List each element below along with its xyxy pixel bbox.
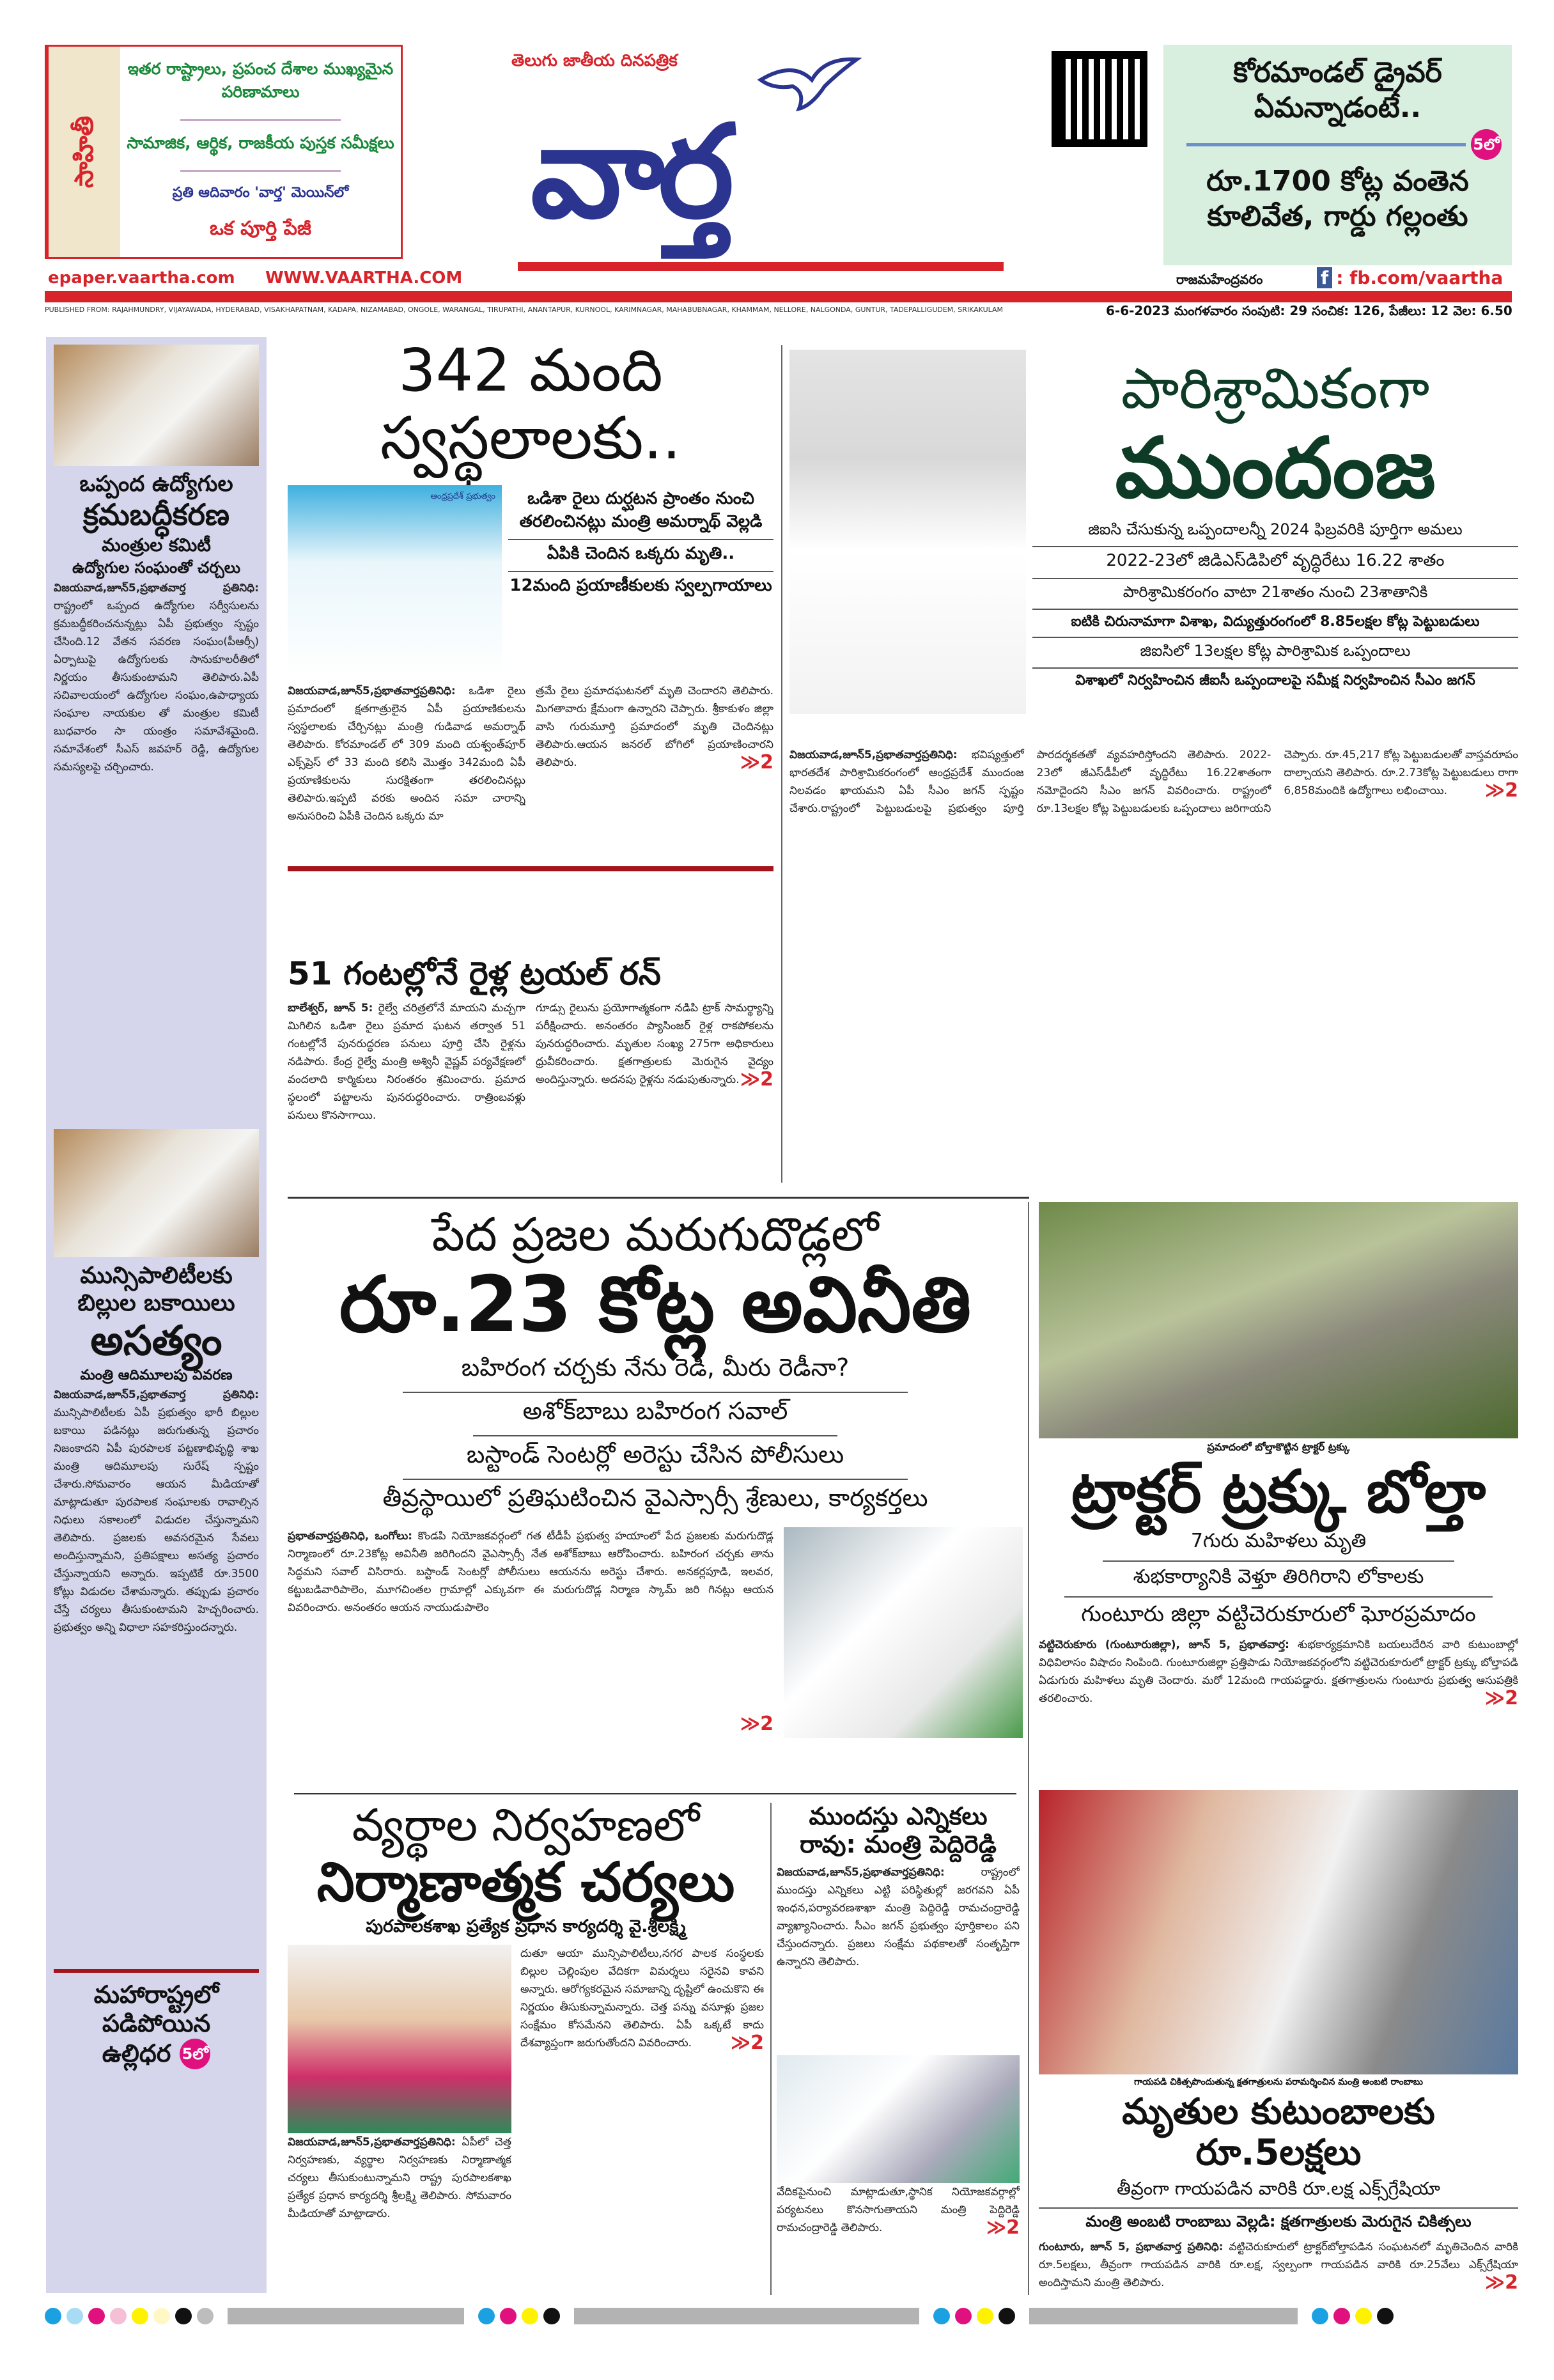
continued-page-link[interactable]: ≫2	[1484, 779, 1518, 802]
registration-dot	[45, 2308, 61, 2324]
photo-minister-rambabu-hospital	[1039, 1790, 1518, 2074]
registration-dot	[1377, 2308, 1394, 2324]
story-body: విజయవాడ,జూన్5,ప్రభాతవార్తప్రతినిధి: రాష్ట్రంలో ముందస్తు ఎన్నికలు ఎట్టి పరిస్థితుల్లో జరగవని ఏపీ ఇంధన,పర్యావరణశాఖా మంత్రి పెద్దిరెడ్డి రామచంద్రారెడ్డి వ్యాఖ్యానించారు. సీఎం జగన్ ప్రభుత్వం పూర్తికాలం పని చేస్తుందన్నారు. ప్రజలు సంక్షేమ పథకాలతో సంతృప్తిగా ఉన్నారని తెలిపారు.	[777, 1866, 1020, 1969]
headline: ముందంజ	[1115, 419, 1436, 517]
registration-bar	[1029, 2308, 1298, 2324]
continued-page-link[interactable]: ≫2	[740, 1068, 773, 1091]
masthead-logo: వార్త	[531, 98, 728, 247]
subheadline: పురపాలకశాఖ ప్రత్యేక ప్రధాన కార్యదర్శి వై.శ్రీలక్ష్మి	[366, 1917, 686, 1937]
registration-dot	[1355, 2308, 1372, 2324]
headline: ట్రాక్టర్ ట్రక్కు బోల్తా	[1071, 1458, 1486, 1526]
story-trial-run	[288, 956, 773, 1191]
headline: పారిశ్రామికంగా	[1121, 355, 1430, 421]
story-body: విజయవాడ,జూన్5,ప్రభాతవార్తప్రతినిధి: ఒడిశా రైలు ప్రమాదంలో క్షతగాత్రులైన ఏపీ ప్రయాణికులను స్వస్థలాలకు చేర్చినట్లు మంత్రి గుడివాడ అమర్నాథ్ తెలిపారు. కోరమాండల్ లో 309 మంది యశ్వంత్‌పూర్ ఎక్స్‌ప్రెస్ లో 33 మంది కలిసి మొత్తం 342మంది ఏపీ ప్రయాణికులను సురక్షితంగా తరలించినట్లు తెలిపారు.ఇప్పటి వరకు అందిన సమా చారాన్ని అనుసరించి ఏపీకి చెందిన ఒక్కరు మా	[288, 684, 525, 823]
page-badge: 5లో	[1471, 129, 1502, 160]
teaser-line: పడిపోయిన	[102, 2009, 211, 2038]
divider	[288, 866, 773, 871]
subheadline: పారిశ్రామికరంగం వాటా 21శాతం నుంచి 23శాతానికి	[1032, 579, 1518, 610]
subheadline: శుభకార్యానికి వెళ్తూ తిరిగిరాని లోకాలకు	[1064, 1562, 1493, 1598]
column-rule	[781, 345, 782, 1183]
teaser-line: మహారాష్ట్రలో	[93, 1980, 219, 2009]
photo-peddireddy	[777, 2055, 1020, 2183]
promo-item: ఇతర రాష్ట్రాలు, ప్రపంచ దేశాల ముఖ్యమైన పరిణామాలు	[127, 59, 394, 102]
subheadline: బహిరంగ చర్చకు నేను రెడీ, మీరు రెడీనా?	[403, 1349, 908, 1393]
subheadline: 12మంది ప్రయాణీకులకు స్వల్పగాయాలు	[509, 575, 772, 595]
story-toilet-scam	[288, 1208, 1023, 1738]
story-body: విజయవాడ,జూన్5,ప్రభాతవార్తప్రతినిధి: భవిష్యత్తులో భారతదేశ పారిశ్రామికరంగంలో ఆంధ్రప్రదేశ్ ముందంజ నిలవడం ఖాయమని ఏపీ సీఎం జగన్ స్పష్టం చేశారు.రాష్ట్రంలో పెట్టుబడులపై ప్రభుత్వం పూర్తి పారదర్శకతతో వ్యవహరిస్తోందని తెలిపారు. 2022-23లో జీఎస్‌డీపీలో వృద్ధిరేటు 16.22శాతంగా నమోదైందని సీఎం జగన్ వివరించారు. రాష్ట్రంలో రూ.13లక్షల కోట్ల పెట్టుబడులకు ఒప్పందాలు జరిగాయని చెప్పారు. రూ.45,217 కోట్ల పెట్టుబడులతో వాస్తవరూపం దాల్చాయని తెలిపారు. రూ.2.73కోట్ల పెట్టుబడులు రాగా 6,858మందికి ఉద్యోగాలు లభించాయి. ≫2	[789, 749, 1518, 815]
registration-dot	[110, 2308, 127, 2324]
sidebar-story-body: విజయవాడ,జూన్5,ప్రభాతవార్త ప్రతినిధి: మున్సిపాలిటీలకు ఏపీ ప్రభుత్వం భారీ బిల్లుల బకాయి పడినట్లు జరుగుతున్న ప్రచారం నిజంకాదని ఏపీ పురపాలక పట్టణాభివృద్ధి శాఖ మంత్రి ఆదిమూలపు సురేష్ స్పష్టం చేశారు.సోమవారం ఆయన మీడియాతో మాట్లాడుతూ పురపాలక సంఘాలకు రావాల్సిన నిధులు సకాలంలో విడుదల చేస్తున్నామని తెలిపారు. ప్రజలకు అవసరమైన సేవలు అందిస్తున్నామని, ప్రతిపక్షాలు అసత్య ప్రచారం చేస్తున్నాయని అన్నారు. ఇప్పటికే రూ.3500 కోట్లు విడుదల చేశామన్నారు. తప్పుడు ప్రచారం చేస్తే చర్యలు తీసుకుంటామని హెచ్చరించారు. ప్రభుత్వం అన్ని విధాలా సహకరిస్తుందన్నారు.	[54, 1388, 259, 1634]
sidebar-subhead: ఉద్యోగుల సంఘంతో చర్చలు	[72, 559, 241, 577]
dove-icon	[754, 54, 863, 112]
column-rule	[1028, 1202, 1029, 2295]
masthead-tagline: తెలుగు జాతీయ దినపత్రిక	[511, 51, 678, 70]
photo-protest-arrest	[784, 1527, 1023, 1738]
registration-dot	[88, 2308, 105, 2324]
epaper-link[interactable]: epaper.vaartha.com	[48, 268, 235, 288]
photo-cm-jagan	[789, 350, 1026, 714]
registration-bar	[574, 2308, 919, 2324]
divider	[294, 1793, 1016, 1794]
story-body: త్రమే రైలు ప్రమాదఘటనలో మృతి చెందారని తెలిపారు. మిగతావారు క్షేమంగా ఉన్నారని చెప్పారు. శ్రీకాకుళం జిల్లా వాసి గురుమూర్తి ప్రమాదంలో మృతి చెందినట్లు తెలిపారు.ఆయన జనరల్ బోగిలో ప్రయాణించారని తెలిపారు. ≫2	[536, 684, 773, 774]
registration-dot	[933, 2308, 950, 2324]
registration-dot	[998, 2308, 1015, 2324]
subheadline: 2022-23లో జిడిఎస్‌డిపిలో వృద్ధిరేటు 16.22 శాతం	[1032, 547, 1518, 579]
story-ex-gratia	[1039, 1790, 1518, 2334]
facebook-link[interactable]	[1317, 267, 1503, 288]
photo-overturned-tractor	[1039, 1202, 1518, 1438]
story-body: గూడ్సు రైలును ప్రయోగాత్మకంగా నడిపి ట్రాక్ సామర్థ్యాన్ని పరీక్షించారు. అనంతరం ప్యాసింజర్ రైళ్ల రాకపోకలను పునరుద్ధరించారు. మృతుల సంఖ్య 275గా అధికారులు ధ్రువీకరించారు. క్షతగాత్రులకు మెరుగైన వైద్యం అందిస్తున్నారు. అదనపు రైళ్లను నడుపుతున్నారు. ≫2	[536, 1001, 773, 1091]
subheadline: విశాఖలో నిర్వహించిన జీఐసీ ఒప్పందాలపై సమీక్ష నిర్వహించిన సీఎం జగన్	[1075, 672, 1475, 688]
promo-supplement-title: సాహితీ	[47, 47, 120, 257]
subheadline: తీవ్రస్థాయిలో ప్రతిఘటించిన వైఎస్సార్సీ శ్రేణులు, కార్యకర్తలు	[382, 1483, 928, 1512]
sidebar-headline: అసత్యం	[90, 1318, 222, 1365]
headline: పేద ప్రజల మరుగుదొడ్లలో	[431, 1208, 879, 1261]
promo-highlight: ఒక పూర్తి పేజీ	[210, 217, 311, 240]
qr-code[interactable]	[1052, 51, 1147, 147]
registration-dot	[175, 2308, 192, 2324]
divider	[180, 170, 341, 172]
continued-page-link[interactable]: ≫2	[740, 1712, 773, 1735]
print-registration-marks	[45, 2308, 1394, 2324]
subheadline: ఐటికి చిరునామాగా విశాఖ, విద్యుత్తురంగంలో 8.85లక్షల కోట్ల పెట్టుబడులు	[1032, 610, 1518, 638]
subheadline: గుంటూరు జిల్లా వట్టిచెరుకూరులో ఘోరప్రమాదం	[1081, 1601, 1476, 1627]
story-body: దుతూ ఆయా మున్సిపాలిటీలు,నగర పాలక సంస్థలకు బిల్లుల చెల్లింపుల వేదికగా విమర్శలు సరైనవి కావని అన్నారు. ఆరోగ్యకరమైన సమాజాన్ని దృష్టిలో ఉంచుకొని ఈ నిర్ణయం తీసుకున్నామన్నారు. చెత్త పన్ను వసూళ్లు ప్రజల సంక్షేమం కోసమేనని తెలిపారు. ఏపీ ఒక్కటే కాదు దేశవ్యాప్తంగా జరుగుతోందని వివరించారు. ≫2	[520, 1947, 764, 2055]
story-early-elections	[777, 1803, 1020, 2247]
promo-teaser: కోరమాండల్ డ్రైవర్ ఏమన్నాడంటే..	[1233, 56, 1442, 124]
registration-dot	[500, 2308, 517, 2324]
story-body: విజయవాడ,జూన్5,ప్రభాతవార్తప్రతినిధి: ఏపీలో చెత్త నిర్వహణకు, వ్యర్థాల నిర్వహణకు నిర్మాణాత్మక చర్యలు తీసుకుంటున్నామని రాష్ట్ర పురపాలకశాఖ ప్రత్యేక ప్రధాన కార్యదర్శి శ్రీలక్ష్మి తెలిపారు. సోమవారం మీడియాతో మాట్లాడారు.	[288, 2136, 511, 2220]
continued-page-link[interactable]: ≫2	[730, 2032, 764, 2055]
teaser-line: ఉల్లిధర	[102, 2039, 171, 2068]
story-body: ప్రభాతవార్తప్రతినిధి, ఒంగోలు: కొండపి నియోజకవర్గంలో గత టీడీపీ ప్రభుత్వ హయాంలో పేద ప్రజలకు మరుగుదొడ్ల నిర్మాణంలో రూ.23కోట్ల అవినీతి జరిగిందని వైఎస్సార్సీ నేత అశోక్‌బాబు ఆరోపించారు. బహిరంగ చర్చకు తాను సిద్ధమని సవాల్ విసిరారు. బస్టాండ్ సెంటర్లో పోలీసులు ఆయనను అరెస్టు చేశారు. అనకర్లపూడి, ఇలవర, కట్టుబడివారిపాలెం, మూగచింతల గ్రామాల్లో ఎక్కువగా ఈ మరుగుదొడ్ల నిర్మాణ స్కామ్ జరి గినట్లు ఆయన వివరించారు. అనంతరం ఆయన నాయుడుపాలెం	[288, 1529, 773, 1614]
subheadline: తీవ్రంగా గాయపడిన వారికి రూ.లక్ష ఎక్స్‌గ్రేషియా	[1039, 2174, 1518, 2209]
registration-bar	[228, 2308, 464, 2324]
photo-ministers-meeting	[54, 345, 259, 466]
divider	[288, 1197, 1029, 1199]
registration-dot	[478, 2308, 495, 2324]
headline: వ్యర్థాల నిర్వహణలో	[352, 1799, 700, 1851]
story-body: వట్టిచెరుకూరు (గుంటూరుజిల్లా), జూన్ 5, ప్రభాతవార్త: శుభకార్యక్రమానికి బయలుదేరిన వారి కుటుంబాల్లో విధివిలాసం విషాదం నింపింది. గుంటూరుజిల్లా ప్రత్తిపాడు నియోజకవర్గంలోని వట్టిచెరుకూరులో ట్రాక్టర్ ట్రక్కు బోల్తాపడి ఏడుగురు మహిళలు మృతి చెందారు. మరో 12మంది గాయపడ్డారు. క్షతగాత్రులను గుంటూరు ప్రభుత్వ ఆసుపత్రికి తరలించారు. ≫2	[1039, 1638, 1518, 1709]
promo-item: సామాజిక, ఆర్థిక, రాజకీయ పుస్తక సమీక్షలు	[127, 134, 394, 153]
photo-minister-adimulapu	[54, 1129, 259, 1257]
subheadline: ఏపికి చెందిన ఒక్కరు మృతి..	[508, 540, 773, 572]
headline: రూ.23 కోట్ల అవినీతి	[339, 1260, 972, 1349]
promo-item: ప్రతి ఆదివారం 'వార్త' మెయిన్‌లో	[172, 185, 349, 201]
issue-dateline: 6-6-2023 మంగళవారం సంపుటి: 29 సంచిక: 126, పేజీలు: 12 వెల: 6.50	[1106, 303, 1512, 318]
published-from: PUBLISHED FROM: RAJAHMUNDRY, VIJAYAWADA, HYDERABAD, VISAKHAPATNAM, KADAPA, NIZAMABAD, ONGOLE, WARANGAL, TIRUPATHI, ANANTAPUR, KURNOOL, KARIMNAGAR, MAHABUBNAGAR, KHAMMAM, NELLORE, NALGONDA, GUNTUR, TADEPALLIGUDEM, SRIKAKULAM	[45, 306, 1004, 314]
headline: రావు: మంత్రి పెద్దిరెడ్డి	[800, 1830, 997, 1858]
logo-underline	[518, 262, 1004, 271]
registration-dot	[197, 2308, 214, 2324]
sidebar-story-body: విజయవాడ,జూన్5,ప్రభాతవార్త ప్రతినిధి: రాష్ట్రంలో ఒప్పంద ఉద్యోగుల సర్వీసులను క్రమబద్ధీకరించనున్నట్లు ఏపీ ప్రభుత్వం స్పష్టం చేసింది.12 వేతన సవరణ సంఘం(పీఆర్సీ) ఏర్పాటుపై ఉద్యోగులకు సానుకూలరీతిలో నిర్ణయం తీసుకుంటామని తెలిపారు.ఏపీ సచివాలయంలో ఉద్యోగుల సంఘం,ఉపాధ్యాయ సంఘాల నాయకుల తో మంత్రుల కమిటీ బుధవారం సా యంత్రం సమావేశమైంది. సమావేశంలో సీఎస్ జవహర్ రెడ్డి, ఉద్యోగుల సమస్యలపై చర్చించారు.	[54, 581, 259, 774]
sidebar-subhead: మంత్రుల కమిటీ	[102, 534, 211, 556]
story-waste-management	[288, 1800, 764, 2226]
sidebar-headline: బిల్లుల బకాయిలు	[77, 1289, 235, 1316]
headline: మృతుల కుటుంబాలకు రూ.5లక్షలు	[1122, 2091, 1435, 2174]
promo-teaser: రూ.1700 కోట్ల వంతెన కూలివేత, గార్డు గల్లంతు	[1206, 165, 1469, 233]
divider	[1186, 143, 1466, 146]
headline: 342 మంది	[398, 336, 663, 405]
sidebar-headline: మున్సిపాలిటీలకు	[80, 1262, 233, 1289]
subheadline: 7గురు మహిళలు మృతి	[1103, 1526, 1454, 1562]
subheadline: బస్టాండ్ సెంటర్లో అరెస్టు చేసిన పోలీసులు	[403, 1436, 908, 1480]
divider	[180, 119, 341, 121]
registration-dot	[977, 2308, 993, 2324]
sidebar-teaser-onion[interactable]	[54, 1980, 259, 2069]
divider	[54, 1969, 259, 1973]
sidebar-headline: క్రమబద్ధీకరణ	[83, 497, 229, 532]
registration-dot	[1333, 2308, 1350, 2324]
story-industrial-growth	[789, 337, 1518, 1194]
headline: నిర్మాణాత్మక చర్యలు	[316, 1850, 735, 1913]
photo-caption: ప్రమాదంలో బోల్తాకొట్టిన ట్రాక్టర్ ట్రక్కు	[1207, 1441, 1350, 1453]
subheadline: అశోక్‌బాబు బహిరంగ సవాల్	[473, 1393, 837, 1436]
promo-divider-row	[1186, 129, 1502, 160]
photo-banner-text: ఆంధ్రప్రదేశ్ ప్రభుత్వం	[430, 491, 495, 501]
story-body: గుంటూరు, జూన్ 5, ప్రభాతవార్త ప్రతినిధి: వట్టిచెరుకూరులో ట్రాక్టర్‌బోల్తాపడిన సంఘటనలో మృతిచెందిన వారికి రూ.5లక్షలు, తీవ్రంగా గాయపడిన వారికి రూ.లక్ష, స్వల్పంగా గాయపడిన వారికి రూ.25వేలు ఎక్స్‌గ్రేషియా అందిస్తామని మంత్రి తెలిపారు. ≫2	[1039, 2240, 1518, 2294]
headline: ముందస్తు ఎన్నికలు	[809, 1802, 988, 1830]
headline: స్వస్థలాలకు..	[380, 403, 681, 472]
registration-dot	[66, 2308, 83, 2324]
subheadline: ఒడిశా రైలు దుర్ఘటన ప్రాంతం నుంచి తరలించినట్లు మంత్రి అమర్నాథ్ వెల్లడి	[508, 485, 773, 540]
registration-dot	[522, 2308, 538, 2324]
continued-page-link[interactable]: ≫2	[740, 751, 773, 774]
promo-box-saahiti[interactable]	[45, 45, 403, 259]
photo-minister-amarnath	[288, 485, 502, 677]
registration-dot	[543, 2308, 560, 2324]
continued-page-link[interactable]: ≫2	[1484, 2271, 1518, 2294]
photo-caption: గాయపడి చికిత్సపొందుతున్న క్షతగాత్రులను పరామర్శించిన మంత్రి అంబటి రాంబాబు	[1134, 2077, 1423, 2087]
promo-box-coromandel[interactable]	[1163, 45, 1512, 265]
continued-page-link[interactable]: ≫2	[986, 2216, 1020, 2239]
facebook-icon: f	[1317, 267, 1332, 288]
headline: 51 గంటల్లోనే రైళ్ల ట్రయల్ రన్	[288, 955, 661, 992]
masthead-rule	[45, 291, 1512, 302]
registration-dot	[955, 2308, 972, 2324]
facebook-handle: : fb.com/vaartha	[1336, 267, 1503, 288]
subheadline: జిఐసి చేసుకున్న ఒప్పందాలన్నీ 2024 ఫిబ్రవరికి పూర్తిగా అమలు	[1032, 517, 1518, 547]
photo-srilakshmi	[288, 1945, 511, 2133]
continued-page-link[interactable]: ≫2	[1484, 1686, 1518, 1709]
sidebar-subhead: మంత్రి ఆదిమూలపు వివరణ	[80, 1367, 233, 1383]
story-body: బాలేశ్వర్, జూన్ 5: రైల్వే చరిత్రలోనే మాయని మచ్చగా మిగిలిన ఒడిశా రైలు ప్రమాద ఘటన తర్వాత 51 గంటల్లోనే పునరుద్ధరణ పనులు పూర్తి చేసి రైళ్లను నడిపారు. కేంద్ర రైల్వే మంత్రి అశ్వినీ వైష్ణవ్ పర్యవేక్షణలో వందలాది కార్మికులు నిరంతరం శ్రమించారు. ప్రమాద స్థలంలో పట్టాలను పునరుద్ధరించారు. రాత్రింబవళ్లు పనులు కొనసాగాయి.	[288, 1001, 525, 1122]
registration-dot	[153, 2308, 170, 2324]
page-badge: 5లో	[180, 2039, 210, 2069]
subheadline: జిఐసిలో 13లక్షల కోట్ల పారిశ్రామిక ఒప్పందాలు	[1032, 638, 1518, 669]
column-rule	[770, 1803, 772, 2295]
edition-city: రాజమహేంద్రవరం	[1176, 272, 1263, 287]
website-link[interactable]: WWW.VAARTHA.COM	[265, 268, 463, 288]
registration-dot	[132, 2308, 148, 2324]
registration-dot	[1312, 2308, 1328, 2324]
story-odisha-return	[288, 337, 773, 876]
left-sidebar	[46, 337, 267, 2293]
story-body: వేదికపైనుంచి మాట్లాడుతూ,స్థానిక నియోజకవర్గాల్లో పర్యటనలు కొనసాగుతాయని మంత్రి పెద్దిరెడ్డి రామచంద్రారెడ్డి తెలిపారు. ≫2	[777, 2186, 1020, 2239]
subheadline: మంత్రి అంబటి రాంబాబు వెల్లడి: క్షతగాత్రులకు మెరుగైన చికిత్సలు	[1085, 2212, 1472, 2230]
story-tractor-accident	[1039, 1202, 1518, 1783]
teaser-last-row	[54, 2039, 259, 2069]
sidebar-headline: ఒప్పంద ఉద్యోగుల	[79, 471, 233, 497]
